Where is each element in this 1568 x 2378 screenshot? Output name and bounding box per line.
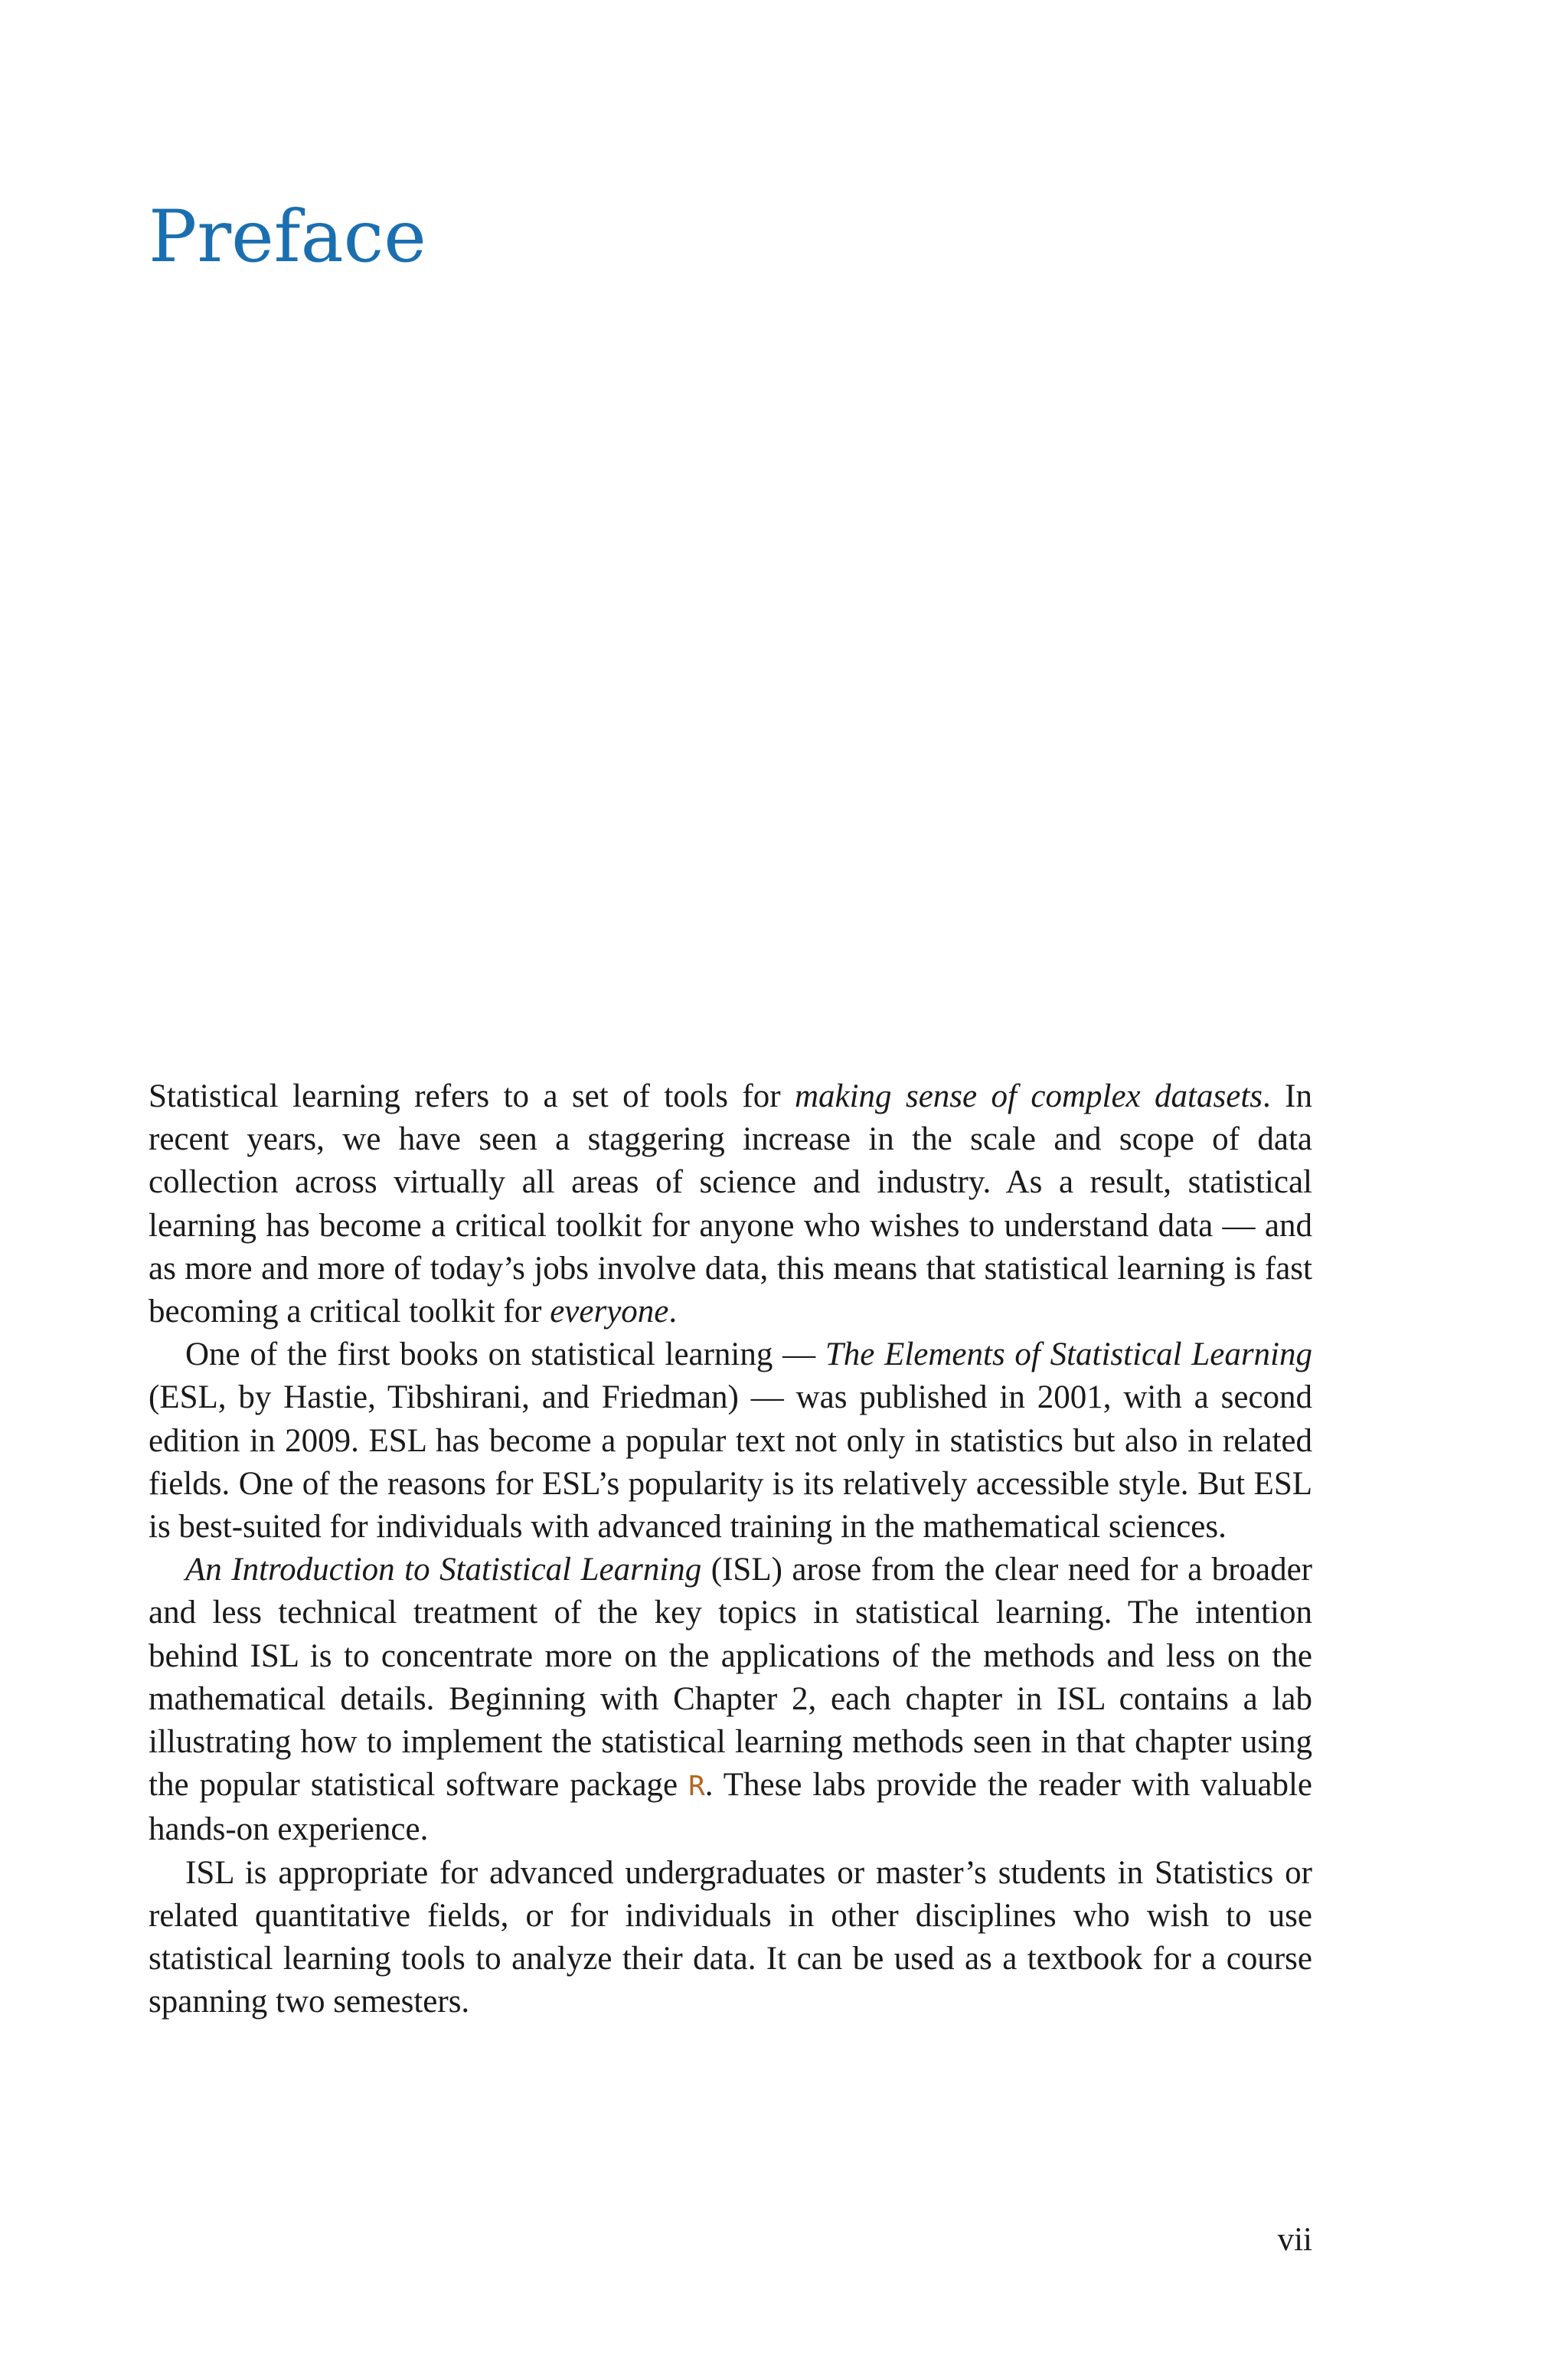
paragraph-4-text: ISL is appropriate for advanced undergraduates or master’s students in Statistics or related quantitative fields, or for individuals in other disciplines who wish to use statistical learning tools to analyze their data. It can be used as a textbook for a course spanning two semesters. xyxy=(149,1854,1312,2020)
paragraph-1-emphasis-2: everyone xyxy=(550,1294,669,1330)
paragraph-3 xyxy=(149,1549,1312,1851)
paragraph-4 xyxy=(149,1852,1312,2024)
paragraph-1-emphasis-1: making sense of complex datasets xyxy=(794,1078,1263,1114)
page-title: Preface xyxy=(149,195,426,279)
paragraph-1 xyxy=(149,1075,1312,1333)
paragraph-3-book-title: An Introduction to Statistical Learning xyxy=(185,1552,702,1588)
r-software-name: R xyxy=(688,1771,705,1803)
paragraph-1-text-a: Statistical learning refers to a set of tools for xyxy=(149,1078,795,1114)
preface-body xyxy=(149,1075,1312,2023)
paragraph-2-book-title: The Elements of Statistical Learning xyxy=(825,1336,1313,1373)
page-number: vii xyxy=(1277,2222,1312,2258)
paragraph-1-text-c: . xyxy=(668,1294,678,1330)
paragraph-2 xyxy=(149,1333,1312,1549)
paragraph-2-text-b: (ESL, by Hastie, Tibshirani, and Friedman) — was published in 2001, with a second edition in 2009. ESL has become a popular text not only in statistics but also in related fields. One of the reasons for ESL’s popularity is its relatively accessible style. But ESL is best-suited for individuals with advanced training in the mathematical sciences. xyxy=(149,1379,1312,1546)
paragraph-1-text-b: . In recent years, we have seen a staggering increase in the scale and scope of data collection across virtually all areas of science and industry. As a result, statistical learning has become a critical toolkit for anyone who wishes to understand data — and as more and more of today’s jobs involve data, this means that statistical learning is fast becoming a critical toolkit for xyxy=(149,1078,1313,1330)
paragraph-2-text-a: One of the first books on statistical learning — xyxy=(185,1336,825,1373)
paragraph-3-text-a: (ISL) arose from the clear need for a broader and less technical treatment of the key topics in statistical learning. The intention behind ISL is to concentrate more on the applications of the methods and less on the mathematical details. Beginning with Chapter 2, each chapter in ISL contains a lab illustrating how to implement the statistical learning methods seen in that chapter using the popular statistical software package xyxy=(149,1552,1312,1804)
paragraph-3-text-b: . These labs provide the reader with valuable hands-on experience. xyxy=(149,1767,1312,1848)
